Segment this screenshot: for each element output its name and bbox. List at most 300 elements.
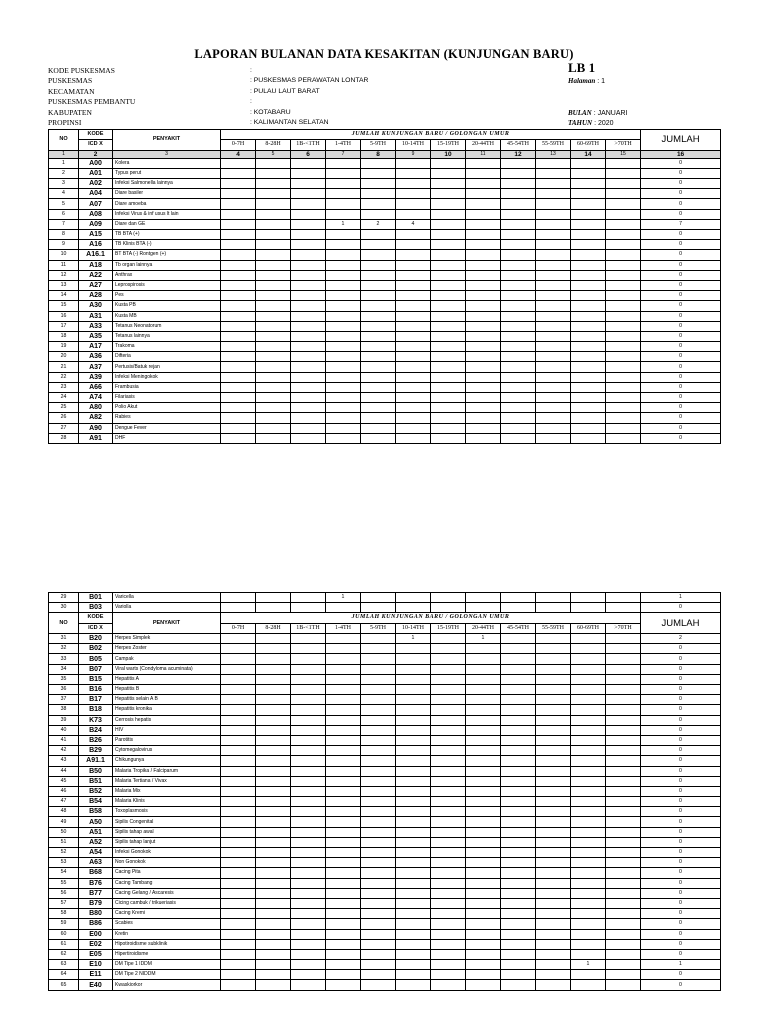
row-no: 17: [49, 321, 79, 331]
row-age-count: [396, 260, 431, 270]
row-total: 0: [641, 919, 721, 929]
row-icd-code: B20: [79, 634, 113, 644]
row-icd-code: B16: [79, 685, 113, 695]
row-disease-name: Hipertiroidisme: [113, 949, 221, 959]
row-age-count: [256, 372, 291, 382]
row-age-count: [326, 291, 361, 301]
row-disease-name: Sipilis tahap lanjut: [113, 837, 221, 847]
row-disease-name: DM Tipe 1 IDDM: [113, 960, 221, 970]
row-total: 0: [641, 786, 721, 796]
row-no: 29: [49, 593, 79, 603]
row-disease-name: Kusta PB: [113, 301, 221, 311]
table-header-row: [49, 130, 721, 140]
row-icd-code: A09: [79, 219, 113, 229]
row-no: 65: [49, 980, 79, 990]
row-total: 0: [641, 817, 721, 827]
row-age-count: [606, 817, 641, 827]
row-age-count: [221, 817, 256, 827]
row-age-count: [361, 644, 396, 654]
row-age-count: [571, 260, 606, 270]
row-age-count: [571, 888, 606, 898]
row-age-count: [361, 919, 396, 929]
row-disease-name: Kolera: [113, 158, 221, 168]
row-age-count: [606, 352, 641, 362]
row-age-count: [571, 301, 606, 311]
row-age-count: [326, 270, 361, 280]
row-age-count: [466, 189, 501, 199]
row-age-count: [501, 817, 536, 827]
col-index: 7: [326, 150, 361, 158]
col-age: 55-59TH: [536, 140, 571, 151]
row-age-count: [326, 960, 361, 970]
row-age-count: [361, 715, 396, 725]
row-age-count: [466, 949, 501, 959]
row-age-count: [431, 158, 466, 168]
row-no: 63: [49, 960, 79, 970]
row-age-count: [326, 929, 361, 939]
row-age-count: [466, 858, 501, 868]
row-age-count: [606, 888, 641, 898]
table-row: [49, 674, 721, 684]
row-age-count: [466, 603, 501, 613]
col-index: 11: [466, 150, 501, 158]
row-no: 20: [49, 352, 79, 362]
row-disease-name: Kwaskiorkor: [113, 980, 221, 990]
row-age-count: [221, 766, 256, 776]
row-no: 61: [49, 939, 79, 949]
row-age-count: [221, 654, 256, 664]
row-age-count: [221, 362, 256, 372]
col-age: 10-14TH: [396, 140, 431, 151]
table-row: [49, 372, 721, 382]
col-age: 55-59TH: [536, 623, 571, 634]
row-total: 0: [641, 403, 721, 413]
row-age-count: [431, 705, 466, 715]
row-age-count: [396, 403, 431, 413]
row-age-count: [536, 423, 571, 433]
col-age: 8-28H: [256, 623, 291, 634]
row-age-count: [501, 413, 536, 423]
row-age-count: [326, 230, 361, 240]
row-age-count: [606, 705, 641, 715]
row-age-count: [606, 372, 641, 382]
row-age-count: [431, 301, 466, 311]
row-disease-name: Chikungunya: [113, 756, 221, 766]
row-total: 0: [641, 858, 721, 868]
row-age-count: [466, 746, 501, 756]
table-row: [49, 746, 721, 756]
row-age-count: [396, 393, 431, 403]
row-age-count: [291, 280, 326, 290]
row-age-count: [361, 352, 396, 362]
row-age-count: [536, 685, 571, 695]
row-icd-code: B77: [79, 888, 113, 898]
row-age-count: [326, 674, 361, 684]
row-age-count: [536, 382, 571, 392]
row-age-count: [326, 888, 361, 898]
row-total: 0: [641, 909, 721, 919]
row-age-count: [361, 372, 396, 382]
row-age-count: [571, 939, 606, 949]
row-age-count: [606, 695, 641, 705]
row-age-count: [466, 797, 501, 807]
row-age-count: [256, 735, 291, 745]
row-age-count: [361, 735, 396, 745]
row-age-count: [221, 827, 256, 837]
row-total: 0: [641, 674, 721, 684]
row-age-count: [571, 291, 606, 301]
row-age-count: [536, 352, 571, 362]
row-age-count: [361, 695, 396, 705]
row-age-count: [571, 705, 606, 715]
row-age-count: [221, 898, 256, 908]
row-age-count: [326, 715, 361, 725]
row-age-count: [326, 189, 361, 199]
row-disease-name: Diare basiler: [113, 189, 221, 199]
row-age-count: [326, 756, 361, 766]
row-age-count: [291, 664, 326, 674]
row-age-count: [326, 939, 361, 949]
row-age-count: [326, 158, 361, 168]
row-age-count: [256, 240, 291, 250]
row-disease-name: Malaria Tertiana / Vivax: [113, 776, 221, 786]
row-total: 0: [641, 372, 721, 382]
row-age-count: [361, 949, 396, 959]
row-age-count: [396, 168, 431, 178]
row-age-count: [221, 189, 256, 199]
row-age-count: [606, 827, 641, 837]
row-icd-code: B79: [79, 898, 113, 908]
row-age-count: [396, 909, 431, 919]
row-age-count: [221, 352, 256, 362]
row-age-count: [291, 746, 326, 756]
row-age-count: [221, 858, 256, 868]
row-age-count: [501, 878, 536, 888]
row-age-count: [396, 593, 431, 603]
row-age-count: [431, 817, 466, 827]
row-age-count: [466, 735, 501, 745]
form-code: LB 1: [568, 60, 596, 75]
row-age-count: [606, 837, 641, 847]
col-age: 45-54TH: [501, 623, 536, 634]
report-year: [568, 118, 614, 129]
row-total: 0: [641, 695, 721, 705]
table-row: [49, 260, 721, 270]
row-icd-code: B15: [79, 674, 113, 684]
row-age-count: [326, 725, 361, 735]
row-no: 64: [49, 970, 79, 980]
row-age-count: [291, 382, 326, 392]
row-age-count: [466, 837, 501, 847]
row-age-count: [291, 827, 326, 837]
table-row: [49, 321, 721, 331]
row-age-count: [256, 715, 291, 725]
row-age-count: [326, 949, 361, 959]
row-age-count: [536, 219, 571, 229]
row-age-count: [291, 331, 326, 341]
row-age-count: [256, 362, 291, 372]
row-age-count: [361, 837, 396, 847]
row-age-count: [501, 919, 536, 929]
row-age-count: [571, 807, 606, 817]
row-age-count: [291, 219, 326, 229]
row-age-count: [431, 848, 466, 858]
row-age-count: [326, 766, 361, 776]
row-age-count: [396, 189, 431, 199]
row-age-count: [501, 888, 536, 898]
row-age-count: [326, 837, 361, 847]
row-age-count: [326, 634, 361, 644]
row-no: 6: [49, 209, 79, 219]
row-age-count: [326, 260, 361, 270]
row-age-count: [361, 888, 396, 898]
row-age-count: [501, 382, 536, 392]
row-disease-name: Hepatitis B: [113, 685, 221, 695]
row-age-count: [466, 260, 501, 270]
row-icd-code: A07: [79, 199, 113, 209]
row-age-count: [291, 685, 326, 695]
row-total: 0: [641, 644, 721, 654]
row-age-count: [291, 817, 326, 827]
row-age-count: [466, 909, 501, 919]
row-no: 39: [49, 715, 79, 725]
row-age-count: [466, 654, 501, 664]
row-age-count: [466, 674, 501, 684]
row-age-count: [291, 209, 326, 219]
row-total: 0: [641, 362, 721, 372]
row-age-count: [606, 919, 641, 929]
table-row: [49, 393, 721, 403]
row-no: 15: [49, 301, 79, 311]
row-age-count: [431, 776, 466, 786]
row-age-count: [326, 280, 361, 290]
row-age-count: [606, 168, 641, 178]
row-age-count: [466, 240, 501, 250]
row-age-count: [571, 685, 606, 695]
row-age-count: [361, 909, 396, 919]
row-age-count: [536, 230, 571, 240]
row-age-count: [606, 393, 641, 403]
row-age-count: [221, 413, 256, 423]
row-disease-name: Difteria: [113, 352, 221, 362]
row-age-count: [221, 270, 256, 280]
row-icd-code: A08: [79, 209, 113, 219]
row-age-count: [466, 807, 501, 817]
row-age-count: 1: [571, 960, 606, 970]
row-age-count: [606, 403, 641, 413]
row-age-count: [501, 939, 536, 949]
row-no: 27: [49, 423, 79, 433]
row-age-count: [606, 858, 641, 868]
row-disease-name: Varicella: [113, 593, 221, 603]
row-no: 8: [49, 230, 79, 240]
row-disease-name: Diare amoeba: [113, 199, 221, 209]
row-age-count: [326, 352, 361, 362]
row-age-count: [361, 230, 396, 240]
row-icd-code: B86: [79, 919, 113, 929]
row-total: 0: [641, 311, 721, 321]
row-age-count: [291, 301, 326, 311]
row-icd-code: A02: [79, 179, 113, 189]
row-age-count: [256, 685, 291, 695]
row-disease-name: Cacing Gelang / Ascaresis: [113, 888, 221, 898]
row-age-count: [326, 807, 361, 817]
row-no: 53: [49, 858, 79, 868]
row-age-count: [361, 898, 396, 908]
row-disease-name: Parotitis: [113, 735, 221, 745]
row-icd-code: B03: [79, 603, 113, 613]
row-age-count: [291, 807, 326, 817]
col-age: 0-7H: [221, 140, 256, 151]
row-age-count: [326, 433, 361, 443]
row-disease-name: Typus perut: [113, 168, 221, 178]
row-age-count: [536, 291, 571, 301]
row-age-count: [606, 433, 641, 443]
row-age-count: [361, 240, 396, 250]
row-no: 24: [49, 393, 79, 403]
row-age-count: [466, 786, 501, 796]
row-age-count: [501, 393, 536, 403]
row-age-count: [466, 321, 501, 331]
row-age-count: [536, 331, 571, 341]
row-age-count: [326, 827, 361, 837]
row-age-count: [466, 868, 501, 878]
row-no: 5: [49, 199, 79, 209]
row-age-count: [501, 776, 536, 786]
row-age-count: [256, 705, 291, 715]
table-row: [49, 342, 721, 352]
month-value: : JANUARI: [593, 109, 628, 117]
col-index: 16: [641, 150, 721, 158]
row-age-count: [571, 715, 606, 725]
row-age-count: [536, 270, 571, 280]
row-age-count: [606, 746, 641, 756]
row-age-count: [571, 674, 606, 684]
row-age-count: [256, 827, 291, 837]
table-row: [49, 644, 721, 654]
row-age-count: [361, 603, 396, 613]
row-age-count: [361, 685, 396, 695]
row-age-count: [431, 868, 466, 878]
row-age-count: [361, 250, 396, 260]
row-age-count: [606, 776, 641, 786]
row-age-count: [431, 403, 466, 413]
row-age-count: [501, 909, 536, 919]
row-age-count: [396, 898, 431, 908]
row-age-count: [501, 158, 536, 168]
row-age-count: [571, 413, 606, 423]
table-row: [49, 230, 721, 240]
row-age-count: [396, 786, 431, 796]
row-no: 49: [49, 817, 79, 827]
row-age-count: [466, 362, 501, 372]
row-age-count: [256, 219, 291, 229]
row-age-count: [396, 382, 431, 392]
row-age-count: 1: [396, 634, 431, 644]
row-age-count: [466, 433, 501, 443]
table-row: [49, 433, 721, 443]
row-age-count: [256, 756, 291, 766]
row-age-count: [571, 209, 606, 219]
row-total: 1: [641, 960, 721, 970]
row-total: 0: [641, 685, 721, 695]
row-age-count: [361, 848, 396, 858]
disease-table-page1: [48, 129, 721, 444]
row-total: 0: [641, 393, 721, 403]
row-icd-code: E11: [79, 970, 113, 980]
row-age-count: [606, 301, 641, 311]
row-no: 47: [49, 797, 79, 807]
row-age-count: [606, 960, 641, 970]
row-disease-name: Infeksi Meningokok: [113, 372, 221, 382]
row-age-count: [501, 756, 536, 766]
row-icd-code: A82: [79, 413, 113, 423]
row-age-count: [571, 393, 606, 403]
table-row: [49, 413, 721, 423]
row-disease-name: Infeksi Salmonella lainnya: [113, 179, 221, 189]
row-age-count: [431, 230, 466, 240]
row-age-count: [501, 674, 536, 684]
row-age-count: [396, 868, 431, 878]
row-age-count: [256, 695, 291, 705]
row-no: 60: [49, 929, 79, 939]
row-total: 0: [641, 888, 721, 898]
row-total: 0: [641, 807, 721, 817]
row-age-count: [221, 168, 256, 178]
row-age-count: [256, 321, 291, 331]
row-age-count: [396, 949, 431, 959]
col-index: 13: [536, 150, 571, 158]
row-age-count: [536, 209, 571, 219]
col-icd: ICD X: [79, 623, 113, 634]
row-age-count: [396, 735, 431, 745]
row-age-count: [326, 321, 361, 331]
row-age-count: [466, 827, 501, 837]
row-age-count: [536, 786, 571, 796]
row-age-count: [536, 807, 571, 817]
row-age-count: [571, 342, 606, 352]
row-icd-code: B29: [79, 746, 113, 756]
row-age-count: [256, 311, 291, 321]
row-disease-name: Dengue Fever: [113, 423, 221, 433]
row-age-count: [501, 250, 536, 260]
row-age-count: [466, 705, 501, 715]
row-age-count: [361, 939, 396, 949]
row-age-count: [326, 311, 361, 321]
row-age-count: [571, 817, 606, 827]
table-row: [49, 735, 721, 745]
row-icd-code: B50: [79, 766, 113, 776]
row-icd-code: A18: [79, 260, 113, 270]
row-age-count: [501, 230, 536, 240]
row-icd-code: A36: [79, 352, 113, 362]
row-age-count: [571, 664, 606, 674]
row-icd-code: B01: [79, 593, 113, 603]
row-age-count: [536, 433, 571, 443]
col-kode: KODE: [79, 613, 113, 623]
row-age-count: [291, 929, 326, 939]
col-index: 6: [291, 150, 326, 158]
row-age-count: [536, 664, 571, 674]
row-age-count: [221, 888, 256, 898]
header-label: PROPINSI: [48, 117, 82, 127]
row-icd-code: A66: [79, 382, 113, 392]
row-age-count: [606, 423, 641, 433]
row-no: 12: [49, 270, 79, 280]
col-penyakit: PENYAKIT: [113, 613, 221, 634]
row-no: 54: [49, 868, 79, 878]
row-age-count: [431, 382, 466, 392]
